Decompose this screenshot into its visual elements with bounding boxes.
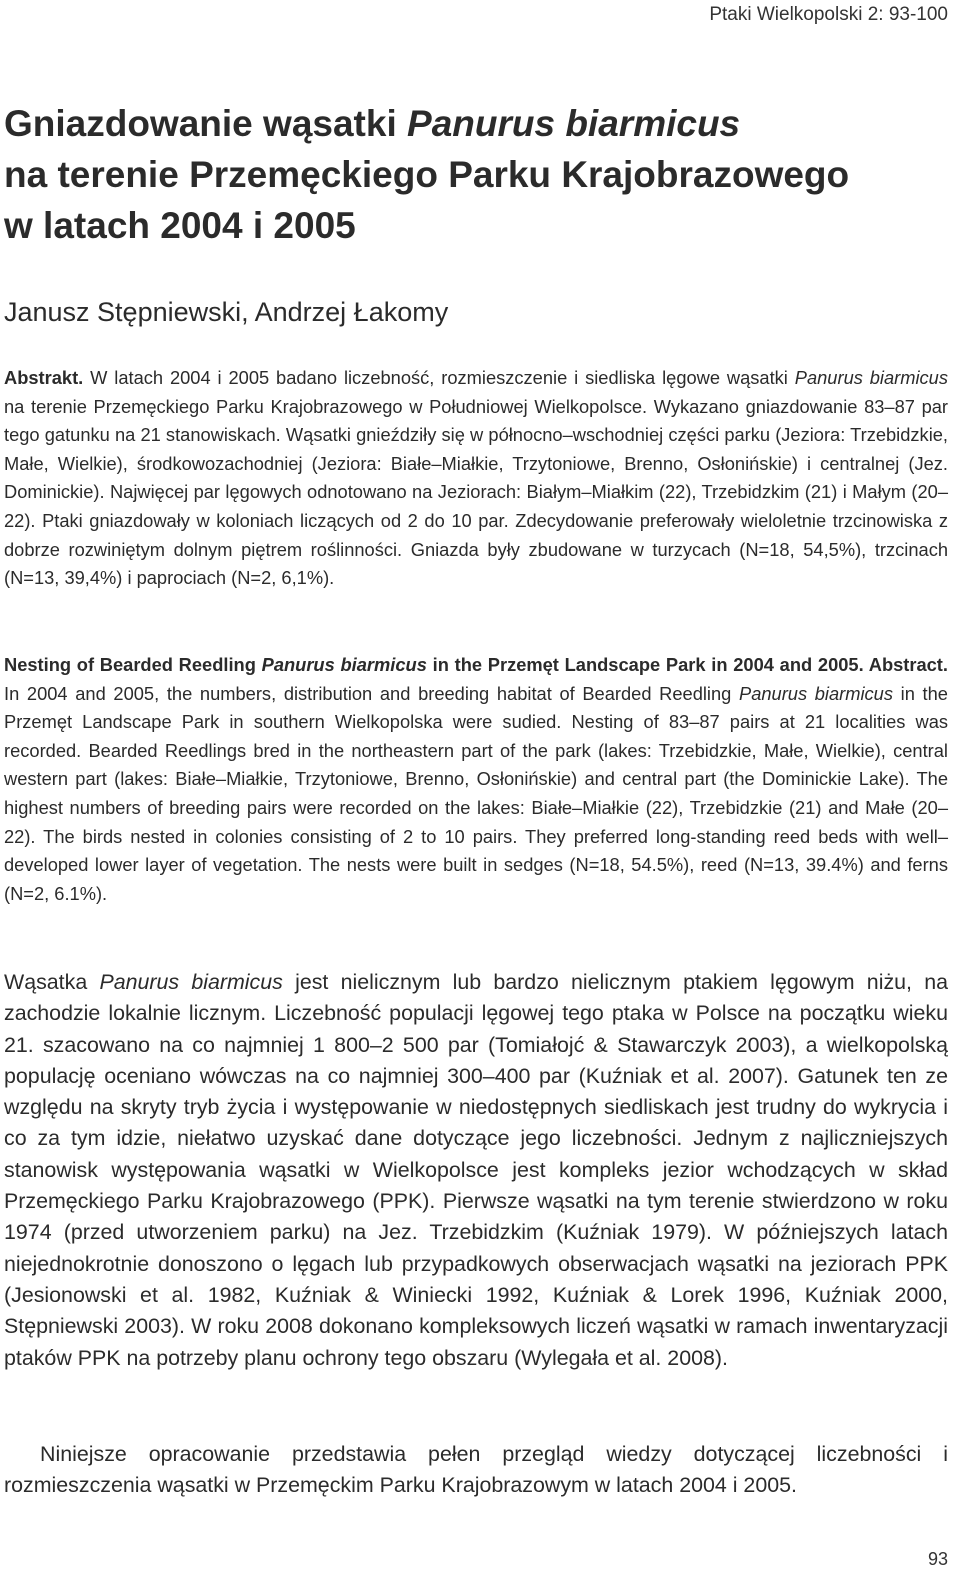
body-paragraph-2: Niniejsze opracowanie przedstawia pełen przegląd wiedzy dotyczącej liczebności i rozmieszczenia wąsatki w Przemęckim Parku Krajobrazowym w latach 2004 i 2005. [4, 1442, 948, 1498]
abstract-text: na terenie Przemęckiego Parku Krajobrazowego w Południowej Wielkopolsce. Wykazano gniazdowanie 83–87 par tego gatunku na 21 stanowiskach. Wąsatki gnieździły się w północno–wschodniej części parku (Jeziora: Trzebidzkie, Małe, Wielkie), środkowozachodniej (Jeziora: Białe–Miałkie, Trzytoniowe, Brenno, Osłonińskie) i centralnej (Jez. Dominickie). Najwięcej par lęgowych odnotowano na Jeziorach: Białym–Miałkim (22), Trzebidzkim (21) i Małym (20–22). Ptaki gniazdowały w koloniach liczących od 2 do 10 par. Zdecydowanie preferowały wieloletnie trzcinowiska z dobrze rozwiniętym dolnym piętrem roślinności. Gniazda były zbudowane w turzycach (N=18, 54,5%), trzcinach (N=13, 39,4%) i paprociach (N=2, 6,1%). [4, 395, 948, 589]
abstract-english [4, 651, 948, 908]
title-line-1 [4, 98, 944, 149]
article-title [4, 98, 944, 251]
species-name: Panurus biarmicus [99, 970, 283, 994]
abstract-text: in the Przemęt Landscape Park in southern Wielkopolska were sudied. Nesting of 83–87 pairs at 21 localities was recorded. Bearded Reedlings bred in the northeastern part of the park (lakes: Trzebidzkie, Małe, Wielkie), central western part (lakes: Białe–Miałkie, Trzytoniowe, Brenno, Osłonińskie) and central part (the Dominickie Lake). The highest numbers of breeding pairs were recorded on the lakes: Białe–Miałkie (22), Trzebidzkie (21) and Małe (20–22). The birds nested in colonies consisting of 2 to 10 pairs. They preferred long-standing reed beds with well–developed lower layer of vegetation. The nests were built in sedges (N=18, 54.5%), reed (N=13, 39.4%) and ferns (N=2, 6.1%). [4, 682, 948, 904]
authors: Janusz Stępniewski, Andrzej Łakomy [4, 297, 449, 327]
abstract-label: Abstrakt. [4, 367, 84, 388]
species-name: Panurus biarmicus [739, 682, 893, 704]
english-title [4, 654, 948, 675]
title-species-name: Panurus biarmicus [407, 103, 741, 144]
abstract-polish [4, 364, 948, 593]
body-text: Wąsatka [4, 970, 100, 994]
page-number: 93 [927, 1549, 948, 1569]
abstract-text: In 2004 and 2005, the numbers, distribution and breeding habitat of Bearded Reedling [4, 682, 739, 704]
title-text: Gniazdowanie wąsatki [4, 103, 408, 144]
species-name: Panurus biarmicus [794, 367, 948, 388]
title-line-2: na terenie Przemęckiego Parku Krajobrazowego [4, 154, 850, 195]
running-head: Ptaki Wielkopolski 2: 93-100 [709, 4, 948, 25]
title-line-3: w latach 2004 i 2005 [4, 205, 356, 246]
species-name: Panurus biarmicus [261, 654, 427, 675]
body-text: jest nielicznym lub bardzo nielicznym ptakiem lęgowym niżu, na zachodzie lokalnie licznym. Liczebność populacji lęgowej tego ptaka w Polsce na początku wieku 21. szacowano na co najmniej 1 800–2 500 par (Tomiałojć & Stawarczyk 2003), a wielkopolską populację oceniano wówczas na co najmniej 300–400 par (Kuźniak et al. 2007). Gatunek ten ze względu na skryty tryb życia i występowanie w niedostępnych siedliskach jest trudny do wykrycia i co za tym idzie, niełatwo uzyskać dane dotyczące jego liczebności. Jednym z najliczniejszych stanowisk występowania wąsatki w Wielkopolsce jest kompleks jezior wchodzących w skład Przemęckiego Parku Krajobrazowego (PPK). Pierwsze wąsatki na tym terenie stwierdzono w roku 1974 (przed utworzeniem parku) na Jez. Trzebidzkim (Kuźniak 1979). W późniejszych latach niejednokrotnie donoszono o lęgach lub przypadkowych obserwacjach wąsatki na jeziorach PPK (Jesionowski et al. 1982, Kuźniak & Winiecki 1992, Kuźniak & Lorek 1996, Kuźniak 2000, Stępniewski 2003). W roku 2008 dokonano kompleksowych liczeń wąsatki w ramach inwentaryzacji ptaków PPK na potrzeby planu ochrony tego obszaru (Wylegała et al. 2008). [4, 970, 948, 1370]
english-title-text: in the Przemęt Landscape Park in 2004 and 2005. Abstract. [426, 654, 948, 675]
abstract-text: W latach 2004 i 2005 badano liczebność, rozmieszczenie i siedliska lęgowe wąsatki [83, 367, 795, 388]
body-paragraph-1 [4, 967, 948, 1374]
english-title-text: Nesting of Bearded Reedling [4, 654, 262, 675]
